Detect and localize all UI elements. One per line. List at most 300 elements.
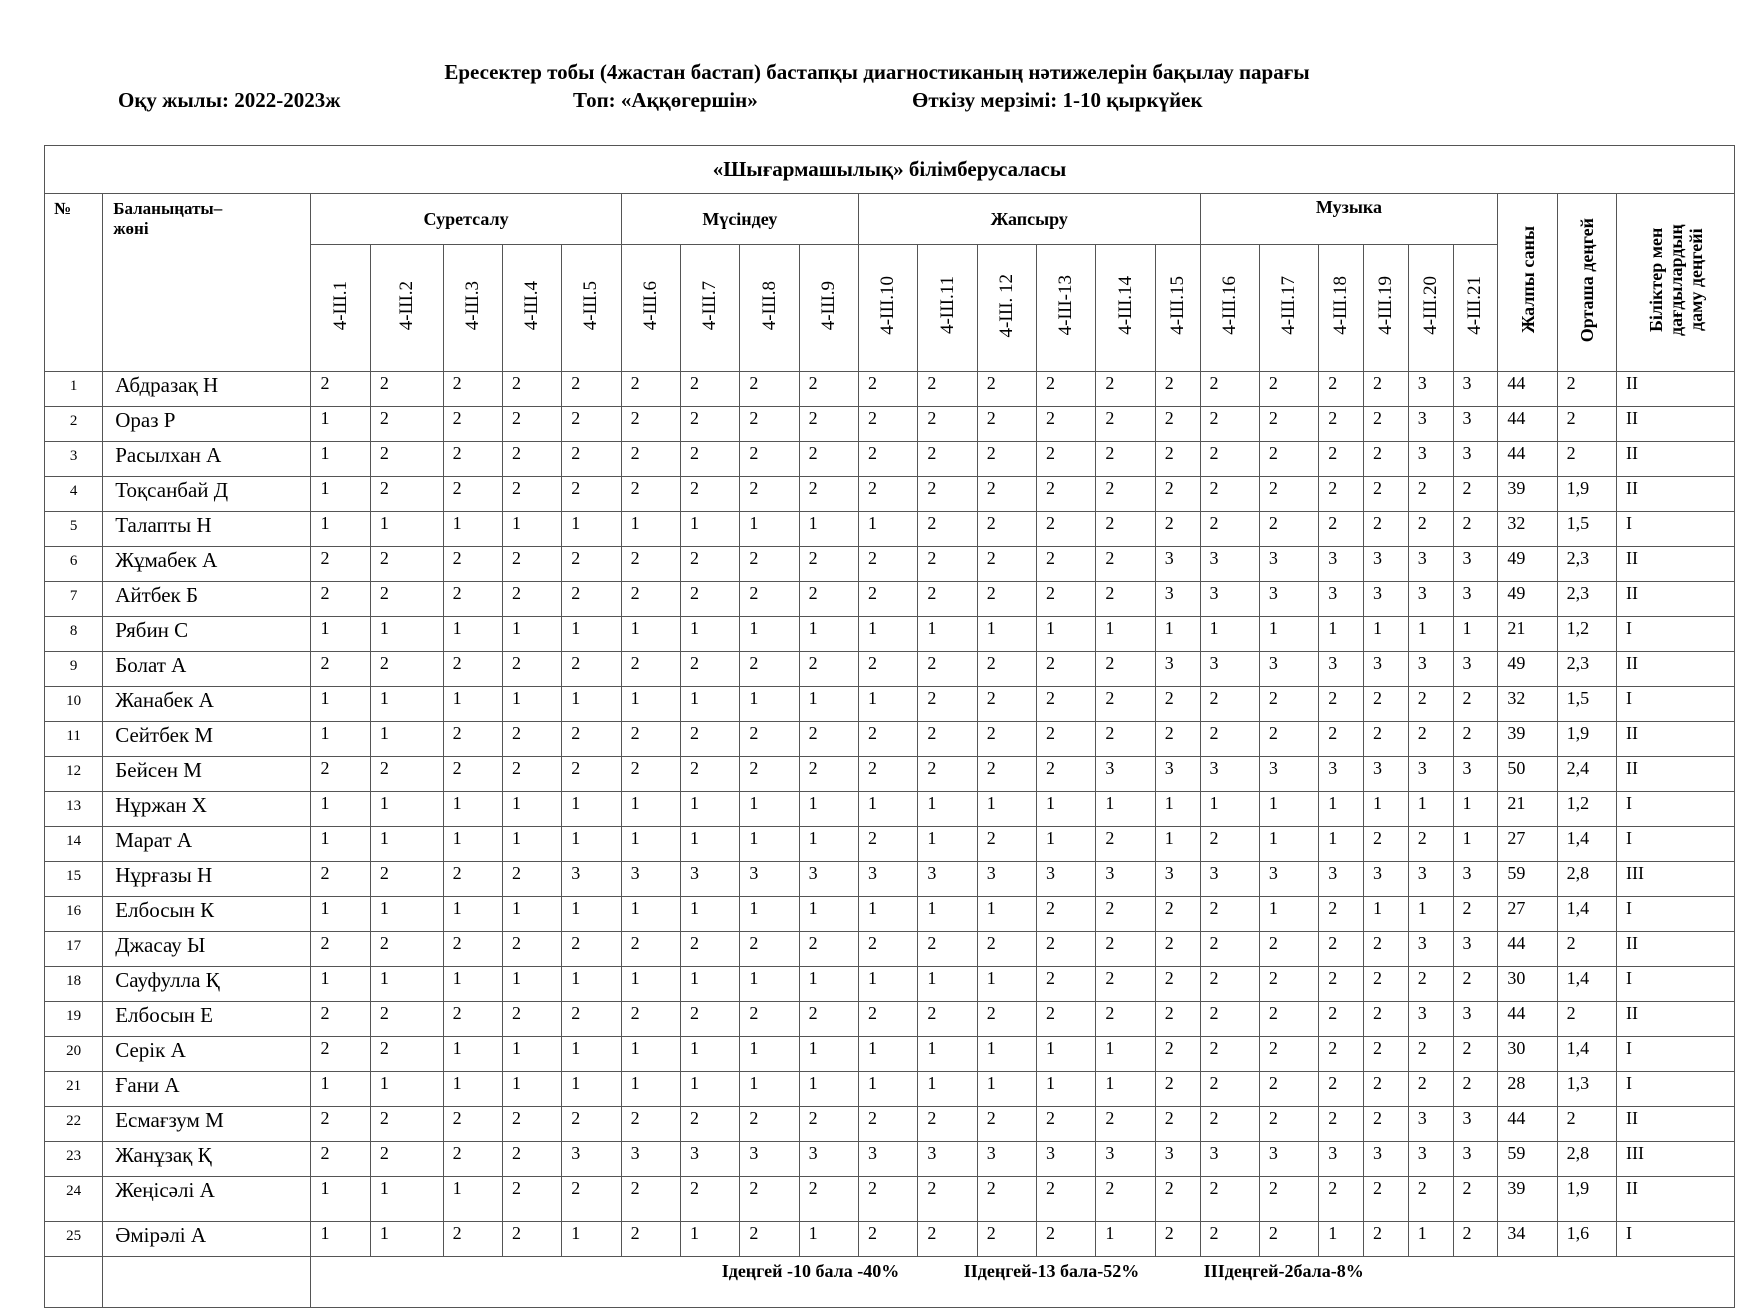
score-cell: 2: [621, 582, 680, 617]
score-cell: 2: [370, 442, 443, 477]
average-cell: 1,3: [1557, 1072, 1616, 1107]
score-cell: 2: [680, 477, 739, 512]
table-row: [45, 582, 1735, 617]
score-cell: 2: [680, 1107, 739, 1142]
score-cell: 2: [1037, 512, 1096, 547]
code-label: 4-Ш.15: [1166, 276, 1188, 335]
score-cell: 2: [370, 932, 443, 967]
score-cell: 2: [1037, 1177, 1096, 1222]
score-cell: 2: [621, 547, 680, 582]
score-cell: 2: [1037, 372, 1096, 407]
score-cell: 1: [562, 827, 621, 862]
score-cell: 2: [370, 757, 443, 792]
score-cell: 2: [918, 722, 977, 757]
score-cell: 2: [1408, 967, 1453, 1002]
total-cell: 34: [1498, 1222, 1557, 1257]
score-cell: 2: [680, 582, 739, 617]
score-cell: 2: [1363, 372, 1408, 407]
score-cell: 2: [1453, 687, 1498, 722]
score-cell: 3: [1363, 1142, 1408, 1177]
score-cell: 2: [1259, 687, 1318, 722]
score-cell: 1: [740, 967, 799, 1002]
score-cell: 2: [1363, 1222, 1408, 1257]
score-cell: 2: [1200, 722, 1259, 757]
score-cell: 2: [1408, 827, 1453, 862]
score-cell: 3: [1200, 862, 1259, 897]
total-cell: 44: [1498, 1107, 1557, 1142]
score-cell: 2: [1453, 477, 1498, 512]
score-cell: 3: [1408, 547, 1453, 582]
score-cell: 2: [443, 862, 502, 897]
total-cell: 49: [1498, 582, 1557, 617]
score-cell: 1: [370, 1072, 443, 1107]
group-header: Музыка: [1200, 194, 1498, 245]
total-cell: 44: [1498, 372, 1557, 407]
score-cell: 2: [1096, 652, 1155, 687]
score-cell: 2: [1259, 1177, 1318, 1222]
score-cell: 3: [1200, 757, 1259, 792]
score-cell: 2: [443, 547, 502, 582]
score-cell: 1: [680, 687, 739, 722]
score-cell: 2: [370, 862, 443, 897]
score-cell: 1: [621, 827, 680, 862]
score-cell: 2: [1453, 1222, 1498, 1257]
score-cell: 2: [918, 757, 977, 792]
code-header: [443, 245, 502, 372]
score-cell: 3: [1155, 547, 1200, 582]
child-name: Сауфулла Қ: [103, 967, 311, 1002]
table-row: [45, 1037, 1735, 1072]
score-cell: 2: [740, 652, 799, 687]
score-cell: 2: [859, 827, 918, 862]
score-cell: 2: [1259, 407, 1318, 442]
level-cell: II: [1617, 372, 1735, 407]
total-cell: 50: [1498, 757, 1557, 792]
table-row: [45, 1142, 1735, 1177]
score-cell: 1: [740, 1072, 799, 1107]
score-cell: 2: [918, 1002, 977, 1037]
score-cell: 3: [740, 1142, 799, 1177]
score-cell: 3: [1259, 547, 1318, 582]
score-cell: 2: [562, 932, 621, 967]
score-cell: 1: [740, 1037, 799, 1072]
table-row: [45, 477, 1735, 512]
score-cell: 2: [1319, 1107, 1364, 1142]
score-cell: 1: [1453, 617, 1498, 652]
score-cell: 3: [1155, 862, 1200, 897]
score-cell: 1: [311, 687, 370, 722]
score-cell: 1: [621, 1037, 680, 1072]
table-row: [45, 792, 1735, 827]
average-cell: 1,9: [1557, 722, 1616, 757]
child-name: Сейтбек М: [103, 722, 311, 757]
score-cell: 3: [621, 862, 680, 897]
score-cell: 1: [680, 792, 739, 827]
number-header: №: [45, 194, 103, 372]
code-label: 4-Ш.3: [461, 280, 483, 331]
score-cell: 2: [680, 757, 739, 792]
score-cell: 2: [1155, 1177, 1200, 1222]
score-cell: 2: [1319, 1177, 1364, 1222]
child-name: Есмағзум М: [103, 1107, 311, 1142]
score-cell: 1: [918, 967, 977, 1002]
table-row: [45, 1072, 1735, 1107]
score-cell: 2: [443, 582, 502, 617]
score-cell: 2: [977, 1222, 1036, 1257]
score-cell: 1: [443, 1177, 502, 1222]
score-cell: 2: [1037, 757, 1096, 792]
score-cell: 2: [1200, 372, 1259, 407]
score-cell: 2: [918, 547, 977, 582]
score-cell: 2: [740, 722, 799, 757]
level2-summary: ІІдеңгей-13 бала-52%: [963, 1261, 1140, 1281]
score-cell: 2: [859, 757, 918, 792]
average-cell: 1,5: [1557, 687, 1616, 722]
score-cell: 2: [799, 372, 858, 407]
score-cell: 3: [977, 1142, 1036, 1177]
score-cell: 2: [1200, 967, 1259, 1002]
score-cell: 2: [1096, 1002, 1155, 1037]
footer-empty-no: [45, 1257, 103, 1308]
score-cell: 2: [1319, 897, 1364, 932]
score-cell: 2: [1453, 1177, 1498, 1222]
score-cell: 1: [502, 1072, 561, 1107]
score-cell: 3: [918, 1142, 977, 1177]
score-cell: 2: [1319, 687, 1364, 722]
level-cell: II: [1617, 1107, 1735, 1142]
score-cell: 1: [502, 617, 561, 652]
level-cell: I: [1617, 792, 1735, 827]
score-cell: 2: [977, 442, 1036, 477]
group-header: Жапсыру: [859, 194, 1201, 245]
score-cell: 1: [1155, 827, 1200, 862]
child-name: Талапты Н: [103, 512, 311, 547]
score-cell: 2: [799, 407, 858, 442]
score-cell: 2: [1200, 932, 1259, 967]
score-cell: 2: [859, 722, 918, 757]
score-cell: 2: [859, 407, 918, 442]
score-cell: 3: [799, 862, 858, 897]
score-cell: 2: [621, 722, 680, 757]
score-cell: 2: [1453, 722, 1498, 757]
score-cell: 3: [1408, 1107, 1453, 1142]
child-name: Жанұзақ Қ: [103, 1142, 311, 1177]
level-cell: II: [1617, 547, 1735, 582]
score-cell: 1: [1037, 1072, 1096, 1107]
score-cell: 1: [562, 1222, 621, 1257]
score-cell: 2: [1453, 1072, 1498, 1107]
total-cell: 59: [1498, 862, 1557, 897]
code-label: 4-Ш.21: [1464, 276, 1486, 335]
score-cell: 2: [1408, 1177, 1453, 1222]
row-number: 18: [45, 967, 103, 1002]
average-cell: 1,9: [1557, 477, 1616, 512]
score-cell: 2: [370, 1037, 443, 1072]
score-cell: 3: [1200, 582, 1259, 617]
score-cell: 1: [799, 897, 858, 932]
child-name: Марат А: [103, 827, 311, 862]
score-cell: 1: [1259, 827, 1318, 862]
score-cell: 2: [1453, 967, 1498, 1002]
child-name: Әмірәлі А: [103, 1222, 311, 1257]
score-cell: 1: [311, 967, 370, 1002]
score-cell: 1: [1200, 792, 1259, 827]
score-cell: 2: [370, 372, 443, 407]
score-cell: 3: [621, 1142, 680, 1177]
child-name: Ғани А: [103, 1072, 311, 1107]
score-cell: 2: [1200, 1222, 1259, 1257]
score-cell: 2: [1096, 1177, 1155, 1222]
score-cell: 1: [799, 967, 858, 1002]
score-cell: 1: [799, 827, 858, 862]
score-cell: 1: [1200, 617, 1259, 652]
score-cell: 1: [680, 617, 739, 652]
score-cell: 1: [370, 687, 443, 722]
score-cell: 1: [680, 512, 739, 547]
score-cell: 1: [562, 1072, 621, 1107]
score-cell: 1: [918, 827, 977, 862]
table-row: [45, 652, 1735, 687]
level1-summary: Ідеңгей -10 бала -40%: [721, 1261, 900, 1281]
score-cell: 2: [1037, 442, 1096, 477]
table-row: [45, 1002, 1735, 1037]
score-cell: 2: [1155, 407, 1200, 442]
score-cell: 2: [799, 722, 858, 757]
row-number: 14: [45, 827, 103, 862]
score-cell: 2: [680, 932, 739, 967]
score-cell: 2: [740, 547, 799, 582]
child-name: Бейсен М: [103, 757, 311, 792]
score-cell: 3: [1155, 582, 1200, 617]
score-cell: 2: [859, 1002, 918, 1037]
code-label: 4-Ш.9: [817, 280, 839, 331]
score-cell: 2: [799, 757, 858, 792]
score-cell: 2: [443, 1222, 502, 1257]
score-cell: 2: [1363, 1002, 1408, 1037]
score-cell: 2: [918, 652, 977, 687]
score-cell: 1: [1096, 1222, 1155, 1257]
score-cell: 3: [1363, 652, 1408, 687]
score-cell: 3: [1408, 582, 1453, 617]
score-cell: 2: [1363, 1177, 1408, 1222]
level-cell: III: [1617, 862, 1735, 897]
score-cell: 2: [1037, 932, 1096, 967]
row-number: 15: [45, 862, 103, 897]
row-number: 16: [45, 897, 103, 932]
average-cell: 2: [1557, 1107, 1616, 1142]
score-cell: 2: [311, 932, 370, 967]
score-cell: 2: [680, 1177, 739, 1222]
score-cell: 1: [562, 687, 621, 722]
code-header: [1408, 245, 1453, 372]
score-cell: 1: [1453, 792, 1498, 827]
table-row: [45, 687, 1735, 722]
code-label: 4-Ш.4: [521, 280, 543, 331]
total-cell: 27: [1498, 827, 1557, 862]
score-cell: 1: [621, 1072, 680, 1107]
score-cell: 2: [740, 932, 799, 967]
score-cell: 1: [443, 967, 502, 1002]
score-cell: 2: [918, 477, 977, 512]
score-cell: 2: [443, 932, 502, 967]
score-cell: 3: [1408, 1002, 1453, 1037]
score-cell: 1: [621, 967, 680, 1002]
code-header: [1200, 245, 1259, 372]
score-cell: 2: [1096, 1107, 1155, 1142]
score-cell: 2: [918, 442, 977, 477]
score-cell: 2: [502, 1142, 561, 1177]
code-header: [1363, 245, 1408, 372]
child-name: Расылхан А: [103, 442, 311, 477]
score-cell: 2: [740, 1177, 799, 1222]
code-label: 4-Ш.19: [1374, 276, 1396, 335]
score-cell: 2: [311, 582, 370, 617]
score-cell: 1: [502, 687, 561, 722]
level-cell: II: [1617, 442, 1735, 477]
score-cell: 1: [977, 792, 1036, 827]
score-cell: 2: [562, 1107, 621, 1142]
score-cell: 2: [680, 547, 739, 582]
score-cell: 2: [799, 582, 858, 617]
score-cell: 1: [1408, 1222, 1453, 1257]
score-cell: 2: [562, 477, 621, 512]
score-cell: 1: [443, 617, 502, 652]
score-cell: 2: [562, 652, 621, 687]
score-cell: 2: [621, 372, 680, 407]
score-cell: 2: [311, 757, 370, 792]
score-cell: 1: [918, 792, 977, 827]
score-cell: 3: [1155, 652, 1200, 687]
score-cell: 2: [799, 1177, 858, 1222]
score-cell: 2: [1259, 1222, 1318, 1257]
score-cell: 1: [443, 1037, 502, 1072]
score-cell: 1: [370, 1222, 443, 1257]
score-cell: 1: [1155, 617, 1200, 652]
name-header: Баланыңаты– жөні: [103, 194, 311, 372]
score-cell: 2: [859, 477, 918, 512]
code-header: [1259, 245, 1318, 372]
score-cell: 2: [799, 477, 858, 512]
score-cell: 3: [1453, 1142, 1498, 1177]
page-title: Ересектер тобы (4жастан бастап) бастапқы диагностиканың нәтижелерін бақылау парағы: [444, 60, 1310, 84]
score-cell: 3: [1408, 372, 1453, 407]
child-name: Елбосын Е: [103, 1002, 311, 1037]
score-cell: 2: [680, 442, 739, 477]
score-cell: 3: [1453, 862, 1498, 897]
score-cell: 2: [370, 1107, 443, 1142]
score-cell: 2: [1259, 1037, 1318, 1072]
score-cell: 1: [680, 967, 739, 1002]
score-cell: 3: [740, 862, 799, 897]
score-cell: 3: [1453, 757, 1498, 792]
score-cell: 1: [799, 1037, 858, 1072]
average-cell: 2: [1557, 1002, 1616, 1037]
score-cell: 1: [1259, 897, 1318, 932]
score-cell: 1: [680, 1222, 739, 1257]
score-cell: 3: [1319, 757, 1364, 792]
code-header: [859, 245, 918, 372]
total-cell: 21: [1498, 792, 1557, 827]
score-cell: 2: [621, 1107, 680, 1142]
code-header: [502, 245, 561, 372]
score-cell: 2: [977, 827, 1036, 862]
diagnostics-table: [44, 145, 1735, 1308]
score-cell: 2: [1155, 1222, 1200, 1257]
score-cell: 2: [680, 372, 739, 407]
code-header: [311, 245, 370, 372]
score-cell: 2: [562, 372, 621, 407]
score-cell: 2: [502, 1107, 561, 1142]
score-cell: 2: [799, 932, 858, 967]
score-cell: 1: [621, 792, 680, 827]
score-cell: 3: [799, 1142, 858, 1177]
score-cell: 2: [1155, 967, 1200, 1002]
score-cell: 2: [1037, 582, 1096, 617]
score-cell: 2: [502, 442, 561, 477]
score-cell: 2: [680, 407, 739, 442]
score-cell: 2: [740, 407, 799, 442]
score-cell: 2: [1319, 967, 1364, 1002]
level-cell: II: [1617, 722, 1735, 757]
row-number: 2: [45, 407, 103, 442]
score-cell: 1: [977, 1037, 1036, 1072]
level-cell: I: [1617, 1072, 1735, 1107]
level-cell: III: [1617, 1142, 1735, 1177]
score-cell: 2: [680, 722, 739, 757]
score-cell: 2: [1363, 967, 1408, 1002]
table-row: [45, 512, 1735, 547]
score-cell: 2: [859, 1107, 918, 1142]
level-cell: I: [1617, 1037, 1735, 1072]
score-cell: 2: [977, 1107, 1036, 1142]
score-cell: 3: [918, 862, 977, 897]
score-cell: 1: [859, 687, 918, 722]
group-name: Топ: «Аққөгершін»: [573, 88, 758, 112]
score-cell: 3: [1408, 442, 1453, 477]
area-title: «Шығармашылық» білімберусаласы: [45, 146, 1735, 194]
score-cell: 2: [918, 687, 977, 722]
score-cell: 2: [562, 407, 621, 442]
score-cell: 2: [311, 652, 370, 687]
row-number: 8: [45, 617, 103, 652]
score-cell: 2: [1259, 372, 1318, 407]
score-cell: 1: [740, 897, 799, 932]
total-cell: 44: [1498, 932, 1557, 967]
score-cell: 3: [1200, 652, 1259, 687]
score-cell: 2: [1155, 1037, 1200, 1072]
score-cell: 1: [859, 1037, 918, 1072]
code-label: 4-Ш.2: [395, 280, 417, 331]
row-number: 5: [45, 512, 103, 547]
score-cell: 2: [502, 582, 561, 617]
child-name: Тоқсанбай Д: [103, 477, 311, 512]
score-cell: 2: [621, 1222, 680, 1257]
total-cell: 21: [1498, 617, 1557, 652]
score-cell: 2: [1200, 512, 1259, 547]
row-number: 6: [45, 547, 103, 582]
child-name: Джасау Ы: [103, 932, 311, 967]
score-cell: 2: [443, 757, 502, 792]
score-cell: 2: [1363, 512, 1408, 547]
code-label: 4-Ш.1: [329, 280, 351, 331]
code-label: 4-Ш-13: [1055, 275, 1077, 336]
footer-empty-name: [103, 1257, 311, 1308]
level-cell: II: [1617, 407, 1735, 442]
score-cell: 1: [562, 897, 621, 932]
child-name: Рябин С: [103, 617, 311, 652]
score-cell: 2: [1155, 897, 1200, 932]
score-cell: 1: [443, 897, 502, 932]
